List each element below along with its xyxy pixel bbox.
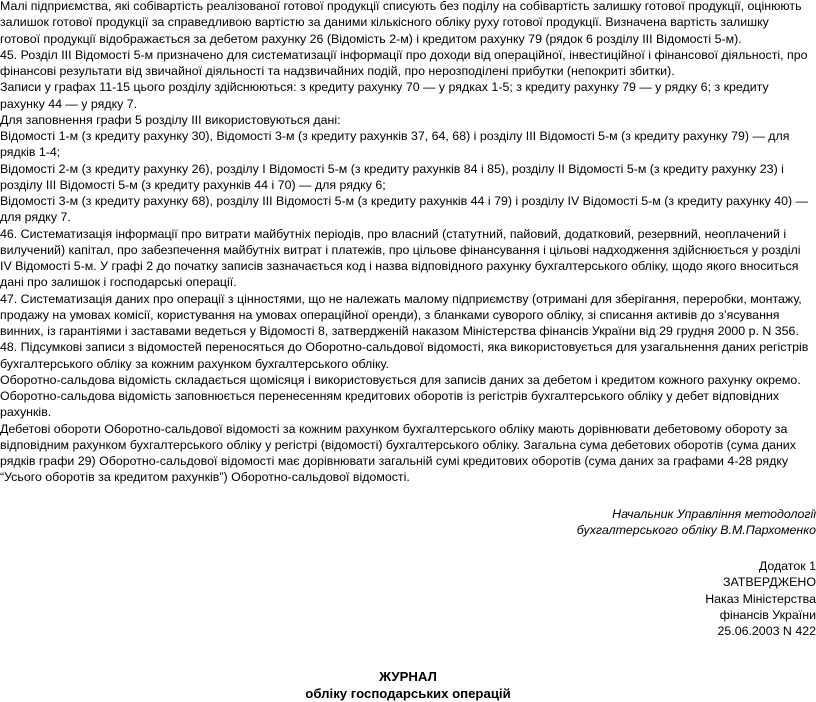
paragraph-47: 47. Систематизація даних про операції з цінностями, що не належать малому підприємству (отримані для зберігання, переробки, монтажу, продажу на умовах комісії, користування на умовах операційної оренди), з бланками суворого обліку, зі списання активів до з’ясування винних, із гарантіями і заставами ведеться у Відомості 8, затвердженій наказом Міністерства фінансів України від 29 грудня 2000 р. N 356. (0, 291, 802, 338)
signature-name: бухгалтерського обліку В.М.Пархоменко (576, 522, 816, 537)
order-date: 25.06.2003 N 422 (717, 624, 816, 638)
journal-title: ЖУРНАЛ (379, 669, 437, 685)
journal-heading (0, 668, 816, 702)
ministry-label: фінансів України (719, 607, 816, 622)
paragraph-46: 46. Систематизація інформації про витрати майбутніх періодів, про власний (статутний, пайовий, додатковий, резервний, неоплачений і вилучений) капітал, про забезпечення майбутніх витрат і платежів, про цільове фінансування і цільові надходження здійснюється у розділі IV Відомості 5-м. У графі 2 до початку записів зазначається код і назва відповідного рахунку бухгалтерського обліку, щодо якого вноситься дані про залишок і господарські операції. (0, 226, 801, 290)
paragraph-entries-columns: Записи у графах 11-15 цього розділу здійснюються: з кредиту рахунку 70 — у рядках 1-5; з кредиту рахунку 79 — у рядку 6; з кредиту рахунку 44 — у рядку 7. (0, 80, 769, 111)
paragraph-48: 48. Підсумкові записи з відомостей переносяться до Оборотно-сальдової відомості, яка використовується для узагальнення даних регістрів бухгалтерського обліку за кожним рахунком бухгалтерського обліку. (0, 340, 809, 371)
paragraph-debit-turnovers: Дебетові обороти Оборотно-сальдової відомості за кожним рахунком бухгалтерського обліку мають дорівнювати дебетовому обороту за відповідним рахунком бухгалтерського обліку у регістрі (відомості) бухгалтерського обліку. Загальна сума дебетових оборотів (сума даних рядків графи 29) Оборотно-сальдової відомості має дорівнювати загальній сумі кредитових оборотів (сума даних за графами 4-28 рядку “Усього оборотів за кредитом рахунків”) Оборотно-сальдової відомості. (0, 421, 796, 485)
journal-subtitle: обліку господарських операцій (305, 686, 511, 702)
approval-block (0, 558, 816, 639)
paragraph-turnover-monthly: Оборотно-сальдова відомість складається щомісяця і використовується для записів даних за дебетом і кредитом кожного рахунку окремо. (0, 372, 801, 387)
order-label: Наказ Міністерства (705, 591, 816, 606)
signature-block (0, 506, 816, 539)
paragraph-turnover-fill: Оборотно-сальдова відомість заповнюється перенесенням кредитових оборотів із регістрів бухгалтерського обліку у дебет відповідних рахунків. (0, 389, 780, 420)
paragraph-statement-2m: Відомості 2-м (з кредиту рахунку 26), розділу I Відомості 5-м (з кредиту рахунків 84 і 85), розділу II Відомості 5-м (з кредиту рахунку 23) і розділу III Відомості 5-м (з кредиту рахунків 44 і 70) — для рядку 6; (0, 161, 784, 192)
paragraph-statement-3m: Відомості 3-м (з кредиту рахунку 68), розділу III Відомості 5-м (з кредиту рахунків 44 і 79) і розділу IV Відомості 5-м (з кредиту рахунку 40) — для рядку 7. (0, 194, 808, 225)
paragraph-45: 45. Розділ III Відомості 5-м призначено для систематизації інформації про доходи від операційної, інвестиційної і фінансової діяльності, про фінансові результати від звичайної діяльності та надзвичайних подій, про нерозподілені прибутки (непокриті збитки). (0, 47, 808, 78)
signature-position: Начальник Управління методології (612, 506, 816, 521)
paragraph-column-5-intro: Для заповнення графи 5 розділу III використовуються дані: (0, 112, 341, 127)
appendix-label: Додаток 1 (758, 559, 816, 573)
paragraph-statement-1m: Відомості 1-м (з кредиту рахунку 30), Відомості 3-м (з кредиту рахунків 37, 64, 68) і розділу III Відомості 5-м (з кредиту рахунку 79) — для рядків 1-4; (0, 129, 790, 160)
approved-label: ЗАТВЕРДЖЕНО (723, 575, 816, 590)
paragraph-small-enterprises: Малі підприємства, які собівартість реалізованої готової продукції списують без поділу на собівартість залишку готової продукції, оцінюють залишок готової продукції за справедливою вартістю за даними кількісного обліку руху готової продукції. Визначена вартість залишку готової продукції відображається за дебетом рахунку 26 (Відомість 2-м) і кредитом рахунку 79 (рядок 6 розділу III Відомості 5-м). (0, 0, 802, 46)
